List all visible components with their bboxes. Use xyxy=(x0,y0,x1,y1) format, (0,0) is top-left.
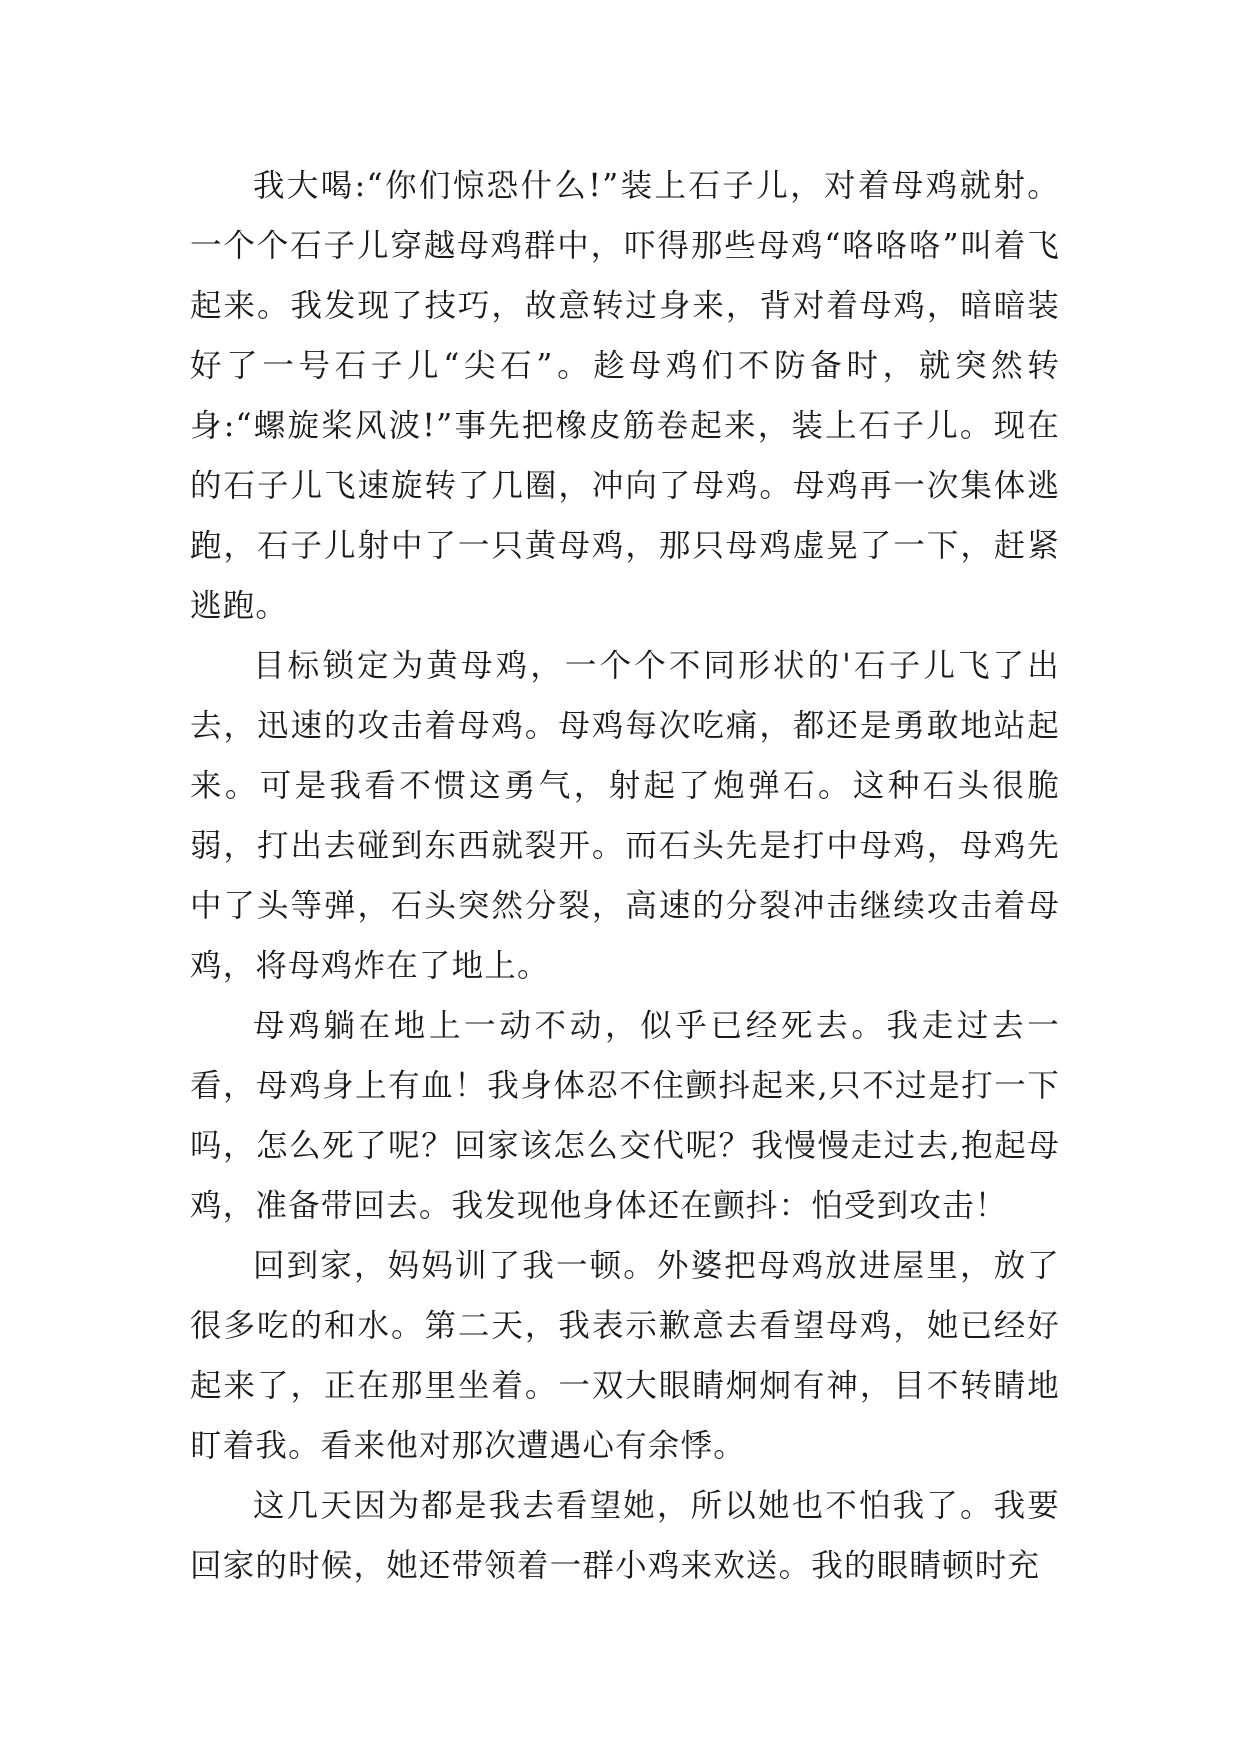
paragraph-4: 回到家，妈妈训了我一顿。外婆把母鸡放进屋里，放了很多吃的和水。第二天，我表示歉意去看望母鸡，她已经好起来了，正在那里坐着。一双大眼睛炯炯有神，目不转睛地盯着我。看来他对那次遭遇心有余悸。 xyxy=(190,1248,1060,1464)
document-body xyxy=(190,156,1060,1596)
paragraph-2: 目标锁定为黄母鸡，一个个不同形状的'石子儿飞了出去，迅速的攻击着母鸡。母鸡每次吃痛，都还是勇敢地站起来。可是我看不惯这勇气，射起了炮弹石。这种石头很脆弱，打出去碰到东西就裂开。而石头先是打中母鸡，母鸡先中了头等弹，石头突然分裂，高速的分裂冲击继续攻击着母鸡，将母鸡炸在了地上。 xyxy=(190,648,1060,984)
paragraph-1: 我大喝:“你们惊恐什么!”装上石子儿，对着母鸡就射。一个个石子儿穿越母鸡群中，吓得那些母鸡“咯咯咯”叫着飞起来。我发现了技巧，故意转过身来，背对着母鸡，暗暗装好了一号石子儿“尖石”。趁母鸡们不防备时，就突然转身:“螺旋桨风波!”事先把橡皮筋卷起来，装上石子儿。现在的石子儿飞速旋转了几圈，冲向了母鸡。母鸡再一次集体逃跑，石子儿射中了一只黄母鸡，那只母鸡虚晃了一下，赶紧逃跑。 xyxy=(190,168,1060,624)
paragraph-5: 这几天因为都是我去看望她，所以她也不怕我了。我要回家的时候，她还带领着一群小鸡来欢送。我的眼睛顿时充 xyxy=(190,1488,1060,1584)
paragraph-3: 母鸡躺在地上一动不动，似乎已经死去。我走过去一看，母鸡身上有血！我身体忍不住颤抖起来,只不过是打一下吗，怎么死了呢？回家该怎么交代呢？我慢慢走过去,抱起母鸡，准备带回去。我发现他身体还在颤抖：怕受到攻击！ xyxy=(190,1008,1060,1224)
